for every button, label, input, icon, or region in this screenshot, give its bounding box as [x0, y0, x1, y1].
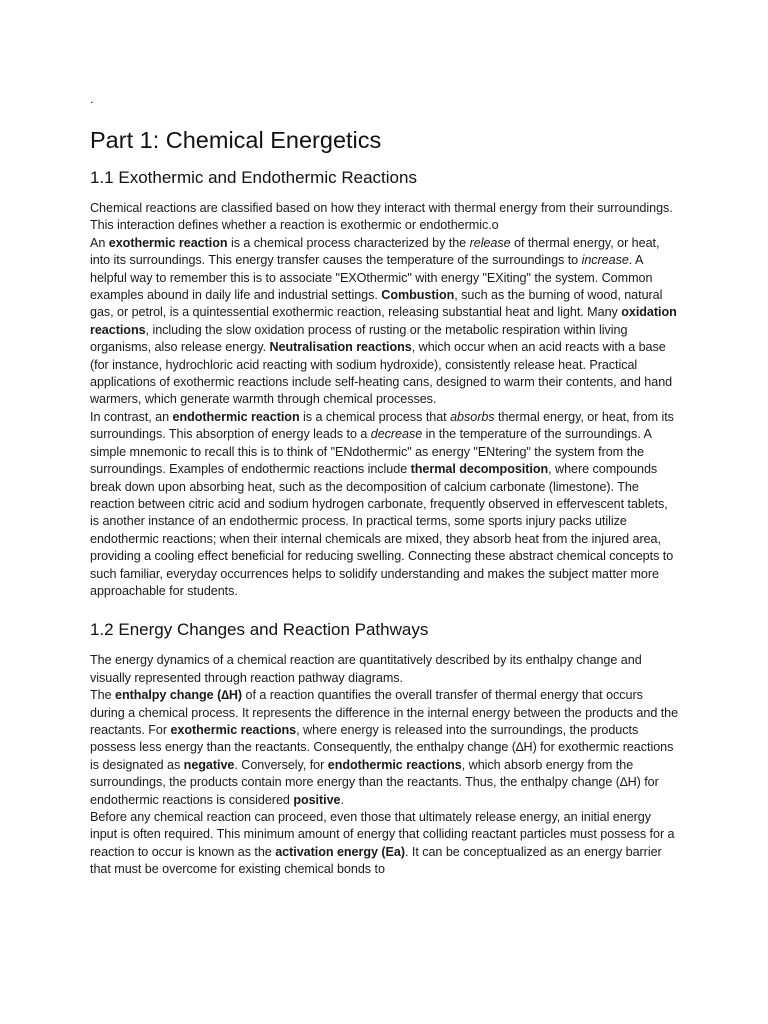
text-run: thermal energy, or heat, from its surroundings. This absorption of energy leads to a: [90, 409, 674, 442]
text-run: Before any chemical reaction can proceed, even those that ultimately release energy, an initial energy input is often required. This minimum amount of energy that colliding reactant particles must possess for a reaction to occur is known as the: [90, 810, 675, 859]
bold-term: exothermic reactions: [170, 722, 297, 737]
text-run: .: [340, 792, 344, 807]
bold-term: endothermic reactions: [327, 757, 462, 772]
text-run: , including the slow oxidation process of rusting or the metabolic respiration within living organisms, also release energy.: [90, 322, 628, 355]
italic-term: absorbs: [450, 409, 495, 424]
text-run: , where energy is released into the surroundings, the products possess less energy than the reactants. Consequently, the enthalpy change (∆H) for exothermic reactions is designated as: [90, 722, 674, 772]
text-run: of a reaction quantifies the overall transfer of thermal energy that occurs during a chemical process. It represents the difference in the internal energy between the products and the reactants. For: [90, 688, 679, 737]
text-run: in the temperature of the surroundings. A simple mnemonic to recall this is to think of "ENdothermic" as energy "ENtering" the system from the surroundings. Examples of endothermic reactions include: [90, 427, 652, 477]
italic-term: release: [469, 235, 511, 250]
italic-term: decrease: [370, 427, 423, 442]
text-run: , where compounds break down upon absorbing heat, such as the decomposition of calcium carbonate (limestone). The reaction between citric acid and sodium hydrogen carbonate, frequently observed in effervescent tablets, is another instance of an endothermic process. In practical terms, some sports injury packs utilize endothermic reactions; when their internal chemicals are mixed, they absorb heat from the injured area, providing a cooling effect beneficial for reducing swelling. Connecting these abstract chemical concepts to such familiar, everyday occurrences helps to solidify understanding and makes the subject matter more approachable for students.: [90, 462, 674, 598]
text-run: of thermal energy, or heat, into its surroundings. This energy transfer causes the temperature of the surroundings to: [90, 235, 660, 268]
italic-term: increase: [581, 253, 629, 268]
paragraph-activation-energy: [90, 809, 680, 879]
text-run: . It can be conceptualized as an energy barrier that must be overcome for existing chemical bonds to: [90, 844, 662, 877]
bold-term: negative: [183, 757, 235, 772]
bold-term: oxidation reactions: [90, 305, 677, 337]
bold-term: thermal decomposition: [410, 462, 549, 477]
text-run: In contrast, an: [90, 409, 173, 424]
paragraph-endothermic: [90, 409, 680, 600]
paragraph-energy-dynamics: [90, 652, 680, 687]
section-heading-1-2: 1.2 Energy Changes and Reaction Pathways: [90, 620, 429, 640]
bold-term: endothermic reaction: [172, 409, 300, 424]
bold-term: Combustion: [381, 288, 455, 303]
page-title: Part 1: Chemical Energetics: [90, 127, 382, 153]
text-run: , which absorb energy from the surroundings, the products contain more energy than the reactants. Thus, the enthalpy change (∆H) for endothermic reactions is considered: [90, 757, 659, 807]
bold-term: Neutralisation reactions: [269, 340, 412, 355]
bold-term: enthalpy change (∆H): [115, 688, 243, 703]
text-run: Chemical reactions are classified based on how they interact with thermal energy from their surroundings. This interaction defines whether a reaction is exothermic or endothermic.o: [90, 201, 673, 233]
paragraph-exothermic: [90, 235, 680, 409]
text-run: The: [90, 688, 115, 703]
paragraph-enthalpy-change: [90, 687, 680, 809]
section-heading-1-1: 1.1 Exothermic and Endothermic Reactions: [90, 168, 417, 187]
bold-term: activation energy (Ea): [275, 844, 405, 859]
text-run: The energy dynamics of a chemical reaction are quantitatively described by its enthalpy change and visually represented through reaction pathway diagrams.: [90, 653, 642, 685]
text-run: is a chemical process characterized by the: [227, 235, 470, 250]
text-run: is a chemical process that: [299, 409, 451, 424]
leading-mark: .: [90, 92, 94, 106]
text-run: . Conversely, for: [234, 757, 328, 772]
text-run: . A helpful way to remember this is to associate "EXOthermic" with energy "EXiting" the system. Common examples abound in daily life and industrial settings.: [90, 253, 653, 303]
paragraph-classification: [90, 200, 680, 235]
bold-term: positive: [293, 792, 341, 807]
bold-term: exothermic reaction: [108, 235, 228, 250]
text-run: An: [90, 235, 109, 250]
text-run: , which occur when an acid reacts with a base (for instance, hydrochloric acid reacting with sodium hydroxide), consistently release heat. Practical applications of exothermic reactions include self-heating cans, designed to warm their contents, and hand warmers, which generate warmth through chemical processes.: [90, 340, 673, 407]
text-run: , such as the burning of wood, natural gas, or petrol, is a quintessential exothermic reaction, releasing substantial heat and light. Many: [90, 288, 663, 320]
document-page: [90, 92, 680, 879]
